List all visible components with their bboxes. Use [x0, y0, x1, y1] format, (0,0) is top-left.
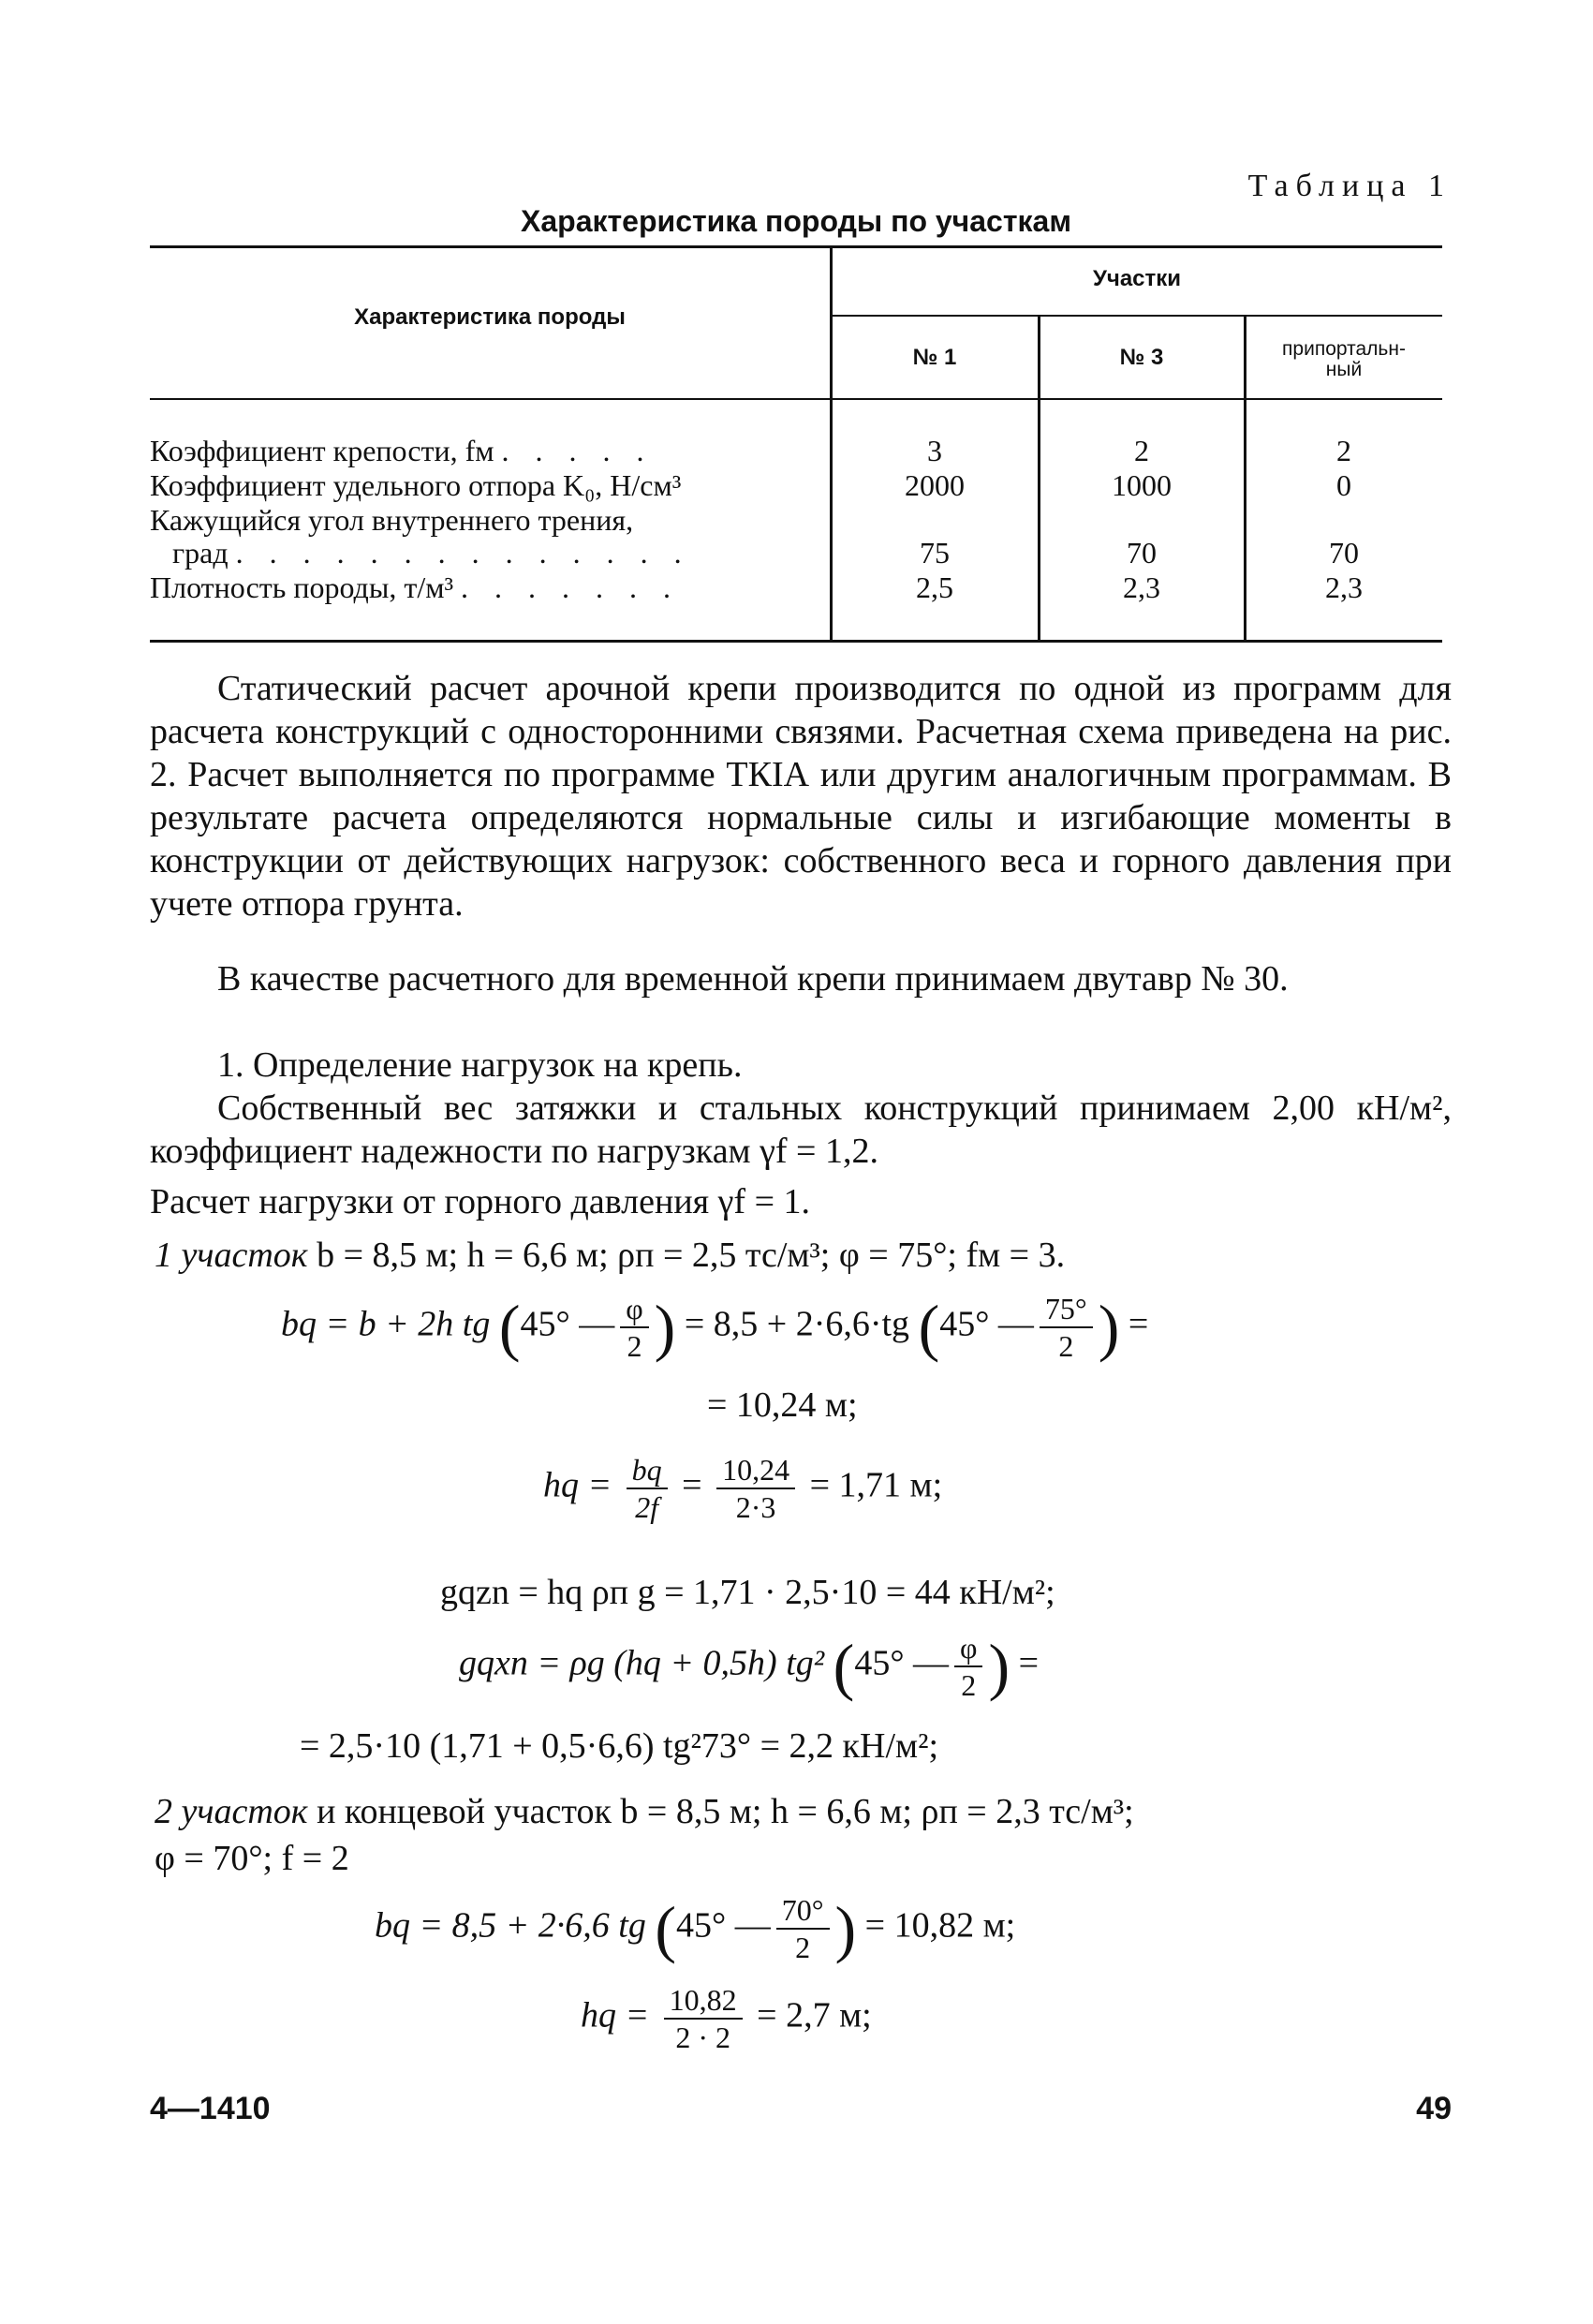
table-row [150, 434, 1442, 467]
row-label: Кажущийся угол внутреннего трения, [150, 503, 634, 537]
section-2-params-line2: φ = 70°; f = 2 [155, 1839, 349, 1878]
equation-bq-1-result: = 10,24 м; [707, 1385, 858, 1425]
header-col-3-line2: ный [1325, 359, 1363, 380]
page-number: 49 [1416, 2091, 1452, 2126]
header-col-3-line1: припортальн- [1282, 338, 1406, 360]
row-label: Коэффициент крепости, fм [150, 434, 494, 467]
paragraph-beam [150, 957, 1452, 1000]
row-dots: . . . . . . . [461, 570, 681, 604]
equation-gqzn: gqzn = hq ρп g = 1,71 · 2,5·10 = 44 кН/м²; [440, 1573, 1055, 1612]
row-label: Коэффициент удельного отпора K₀, Н/см³ [150, 468, 682, 502]
table-row [150, 570, 1442, 604]
row-dots: . . . . . [501, 434, 654, 467]
row-label: град [172, 536, 229, 570]
table-row [150, 468, 1442, 502]
cell-col-2: 70 [1127, 536, 1157, 570]
table-title: Характеристика породы по участкам [521, 204, 1071, 238]
cell-col-3: 2,3 [1325, 570, 1363, 604]
table-bottom-rule [150, 640, 1442, 643]
row-label: Плотность породы, т/м³ [150, 570, 454, 604]
cell-col-2: 2,3 [1123, 570, 1160, 604]
table-header-mid-rule [832, 315, 1442, 317]
cell-col-2: 2 [1134, 434, 1149, 467]
paragraph-self-weight-text: Собственный вес затяжки и стальных конструкций принимаем 2,00 кН/м², коэффициент надежности по нагрузкам γf = 1,2. [150, 1088, 1452, 1171]
cell-col-1: 3 [927, 434, 942, 467]
equation-hq-1: hq = $\frac{bq}{2f}$ = $\frac{10,24}{2\cdot 3}$ = 1,71 м; [543, 1453, 943, 1524]
footer-signature: 4—1410 [150, 2091, 271, 2126]
cell-col-2: 1000 [1112, 468, 1172, 502]
header-col-3 [1246, 339, 1442, 380]
cell-col-1: 75 [920, 536, 950, 570]
cell-col-3: 2 [1336, 434, 1351, 467]
equation-bq-1: bq = b + 2h tg (45° — $\frac{\varphi}{2}$ ) = 8,5 + 2·6,6·tg (45° — $\frac{75^\circ}{2}$ ) = [281, 1292, 1149, 1363]
table-top-rule [150, 245, 1442, 248]
section-2-line [155, 1791, 1134, 1832]
paragraph-static-calc [150, 667, 1452, 925]
section-1-heading: 1 участок [155, 1236, 308, 1275]
header-col-1: № 1 [912, 345, 957, 370]
paragraph-load-heading [150, 1044, 1452, 1087]
table-row [150, 503, 1442, 537]
section-1-params: b = 8,5 м; h = 6,6 м; ρп = 2,5 тс/м³; φ = 75°; fм = 3. [317, 1236, 1066, 1275]
equation-gqxn-line2: = 2,5·10 (1,71 + 0,5·6,6) tg²73° = 2,2 кН/м²; [300, 1726, 939, 1766]
cell-col-3: 0 [1336, 468, 1351, 502]
paragraph-self-weight [150, 1087, 1452, 1173]
table-row [150, 536, 1442, 570]
table-label: Таблица 1 [1247, 169, 1452, 203]
table-header-bottom-rule [150, 398, 1442, 400]
cell-col-1: 2,5 [916, 570, 953, 604]
header-col-2: № 3 [1119, 345, 1164, 370]
cell-col-1: 2000 [905, 468, 965, 502]
section-1-line [155, 1235, 1065, 1276]
equation-gqxn: gqxn = ρg (hq + 0,5h) tg² (45° — $\frac{\varphi}{2}$ ) = [459, 1631, 1040, 1702]
header-sections: Участки [1092, 266, 1182, 291]
section-2-heading: 2 участок [155, 1792, 308, 1831]
paragraph-rock-pressure [150, 1180, 1452, 1223]
header-characteristic: Характеристика породы [354, 304, 626, 330]
section-2-params: и концевой участок b = 8,5 м; h = 6,6 м; ρп = 2,3 тс/м³; [317, 1792, 1134, 1831]
paragraph-static-calc-text: Статический расчет арочной крепи производится по одной из программ для расчета конструкций с односторонними связями. Расчетная схема приведена на рис. 2. Расчет выполняется по программе ТКIА или другим аналогичным программам. В результате расчета определяются нормальные силы и изгибающие моменты в конструкции от действующих нагрузок: собственного веса и горного давления при учете отпора грунта. [150, 669, 1452, 924]
paragraph-beam-text: В качестве расчетного для временной крепи принимаем двутавр № 30. [217, 959, 1289, 999]
paragraph-rock-pressure-text: Расчет нагрузки от горного давления γf = 1. [150, 1182, 811, 1221]
cell-col-3: 70 [1329, 536, 1359, 570]
row-dots: . . . . . . . . . . . . . . [235, 536, 691, 570]
equation-hq-2: hq = $\frac{10,82}{2 \cdot 2}$ = 2,7 м; [581, 1983, 872, 2054]
paragraph-load-heading-text: 1. Определение нагрузок на крепь. [217, 1045, 743, 1085]
equation-bq-2: bq = 8,5 + 2·6,6 tg (45° — $\frac{70^\circ}{2}$ ) = 10,82 м; [375, 1893, 1016, 1964]
